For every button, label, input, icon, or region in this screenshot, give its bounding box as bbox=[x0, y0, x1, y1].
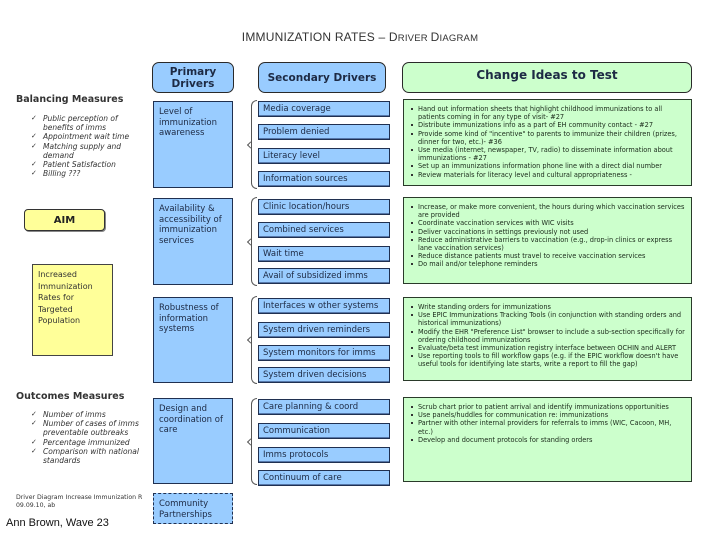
community-partnerships-label: Community Partnerships bbox=[159, 499, 212, 520]
secondary-driver: Information sources bbox=[258, 171, 390, 187]
title-d1: D bbox=[388, 30, 398, 44]
aim-statement: Increased Immunization Rates for Targeted Population bbox=[38, 270, 93, 325]
primary-drivers-header-label: Primary Drivers bbox=[169, 65, 217, 90]
title-main: IMMUNIZATION RATES bbox=[241, 30, 375, 44]
outcomes-item-text: Comparison with national standards bbox=[43, 446, 139, 466]
change-idea: Reduce distance patients must travel to receive vaccination services bbox=[410, 252, 685, 260]
aim-statement-box bbox=[32, 264, 113, 356]
title-d2: D bbox=[430, 30, 440, 44]
balancing-item-text: Appointment wait time bbox=[43, 132, 130, 142]
checkmark-icon: ✓ bbox=[31, 132, 37, 141]
checkmark-icon: ✓ bbox=[31, 446, 37, 455]
checkmark-icon: ✓ bbox=[31, 169, 37, 178]
balancing-item-text: Matching supply and demand bbox=[43, 141, 122, 160]
diagram-title bbox=[0, 30, 720, 44]
primary-driver-availability bbox=[153, 198, 233, 285]
balancing-item-text: Patient Satisfaction bbox=[43, 160, 116, 170]
checkmark-icon: ✓ bbox=[31, 114, 37, 122]
change-idea: Evaluate/beta test immunization registry interface between OCHIN and ALERT bbox=[410, 344, 685, 352]
outcomes-item bbox=[31, 447, 146, 465]
outcomes-item bbox=[31, 438, 146, 447]
balancing-item bbox=[31, 169, 141, 178]
change-idea: Scrub chart prior to patient arrival and identify immunizations opportunities bbox=[410, 403, 685, 411]
secondary-drivers-header bbox=[258, 62, 386, 93]
secondary-driver: Media coverage bbox=[258, 101, 390, 117]
brace-connector bbox=[251, 296, 257, 384]
primary-driver-label: Availability & accessibility of immunization services bbox=[159, 204, 222, 246]
secondary-driver: Problem denied bbox=[258, 124, 390, 140]
balancing-item bbox=[31, 114, 141, 132]
change-idea: Develop and document protocols for standing orders bbox=[410, 436, 685, 444]
change-idea: Partner with other internal providers for referrals to imms (WIC, Cacoon, MH, etc.) bbox=[410, 419, 685, 435]
secondary-driver: Continuum of care bbox=[258, 470, 390, 486]
change-idea: Hand out information sheets that highlight childhood immunizations to all patients coming in for any type of visit- #27 bbox=[410, 105, 685, 121]
brace-connector bbox=[251, 197, 257, 286]
primary-driver-community-partnerships bbox=[153, 493, 233, 524]
checkmark-icon: ✓ bbox=[31, 419, 37, 428]
balancing-item bbox=[31, 132, 141, 141]
primary-driver-label: Level of immunization awareness bbox=[159, 107, 218, 138]
aim-label-box bbox=[24, 209, 105, 231]
change-idea: Deliver vaccinations in settings previously not used bbox=[410, 228, 685, 236]
change-ideas-header bbox=[402, 62, 692, 93]
outcomes-item bbox=[31, 419, 146, 437]
secondary-drivers-header-label: Secondary Drivers bbox=[267, 71, 377, 84]
change-idea: Use EPIC Immunizations Tracking Tools (in conjunction with standing orders and historical immunizations) bbox=[410, 311, 685, 327]
change-idea: Write standing orders for immunizations bbox=[410, 303, 685, 311]
change-idea: Modify the EHR "Preference List" browser to include a sub-section specifically for ordering childhood immunizations bbox=[410, 328, 685, 344]
author-label: Ann Brown, Wave 23 bbox=[6, 517, 109, 529]
primary-driver-awareness bbox=[153, 101, 233, 188]
secondary-driver: Combined services bbox=[258, 222, 390, 238]
change-ideas-header-label: Change Ideas to Test bbox=[476, 68, 618, 82]
secondary-driver: System driven reminders bbox=[258, 322, 390, 338]
outcomes-item bbox=[31, 410, 146, 419]
change-idea: Provide some kind of "incentive" to parents to immunize their children (prizes, dinner for two, etc.)- #36 bbox=[410, 130, 685, 146]
checkmark-icon: ✓ bbox=[31, 437, 37, 446]
change-ideas-box-design-coordination bbox=[403, 397, 692, 482]
change-idea: Coordinate vaccination services with WIC visits bbox=[410, 219, 685, 227]
primary-driver-design-coordination bbox=[153, 398, 233, 484]
title-dash: – bbox=[374, 30, 389, 44]
primary-driver-information-systems bbox=[153, 297, 233, 383]
change-idea: Reduce administrative barriers to vaccination (e.g., drop-in clinics or express lane vaccination services) bbox=[410, 236, 685, 252]
outcomes-measures-list bbox=[31, 410, 146, 465]
outcomes-item-text: Number of imms bbox=[43, 410, 106, 419]
change-idea: Review materials for literacy level and cultural appropriateness - bbox=[410, 171, 685, 179]
change-idea: Set up an immunizations information phone line with a direct dial number bbox=[410, 162, 685, 170]
title-iagram: IAGRAM bbox=[439, 33, 479, 44]
checkmark-icon: ✓ bbox=[31, 410, 37, 418]
change-idea: Increase, or make more convenient, the hours during which vaccination services are provided bbox=[410, 203, 685, 219]
secondary-driver: Communication bbox=[258, 423, 390, 439]
balancing-measures-heading: Balancing Measures bbox=[16, 94, 124, 105]
brace-connector bbox=[251, 398, 257, 485]
change-idea: Use media (internet, newspaper, TV, radio) to disseminate information about immunizations - #27 bbox=[410, 146, 685, 162]
balancing-measures-list bbox=[31, 114, 141, 178]
change-idea: Do mail and/or telephone reminders bbox=[410, 260, 685, 268]
change-idea: Use reporting tools to fill workflow gaps (e.g. if the EPIC workflow doesn't have useful tools for identifying late starts, write a report to fill the gap) bbox=[410, 352, 685, 368]
secondary-driver: Clinic location/hours bbox=[258, 199, 390, 215]
outcomes-item-text: Number of cases of imms preventable outbreaks bbox=[43, 419, 139, 438]
change-idea: Distribute immunizations info as a part of EH community contact - #27 bbox=[410, 121, 685, 129]
secondary-driver: Wait time bbox=[258, 246, 390, 262]
secondary-driver: Interfaces w other systems bbox=[258, 298, 390, 314]
secondary-driver: Imms protocols bbox=[258, 447, 390, 463]
outcomes-item-text: Percentage immunized bbox=[43, 437, 130, 447]
brace-connector bbox=[251, 100, 257, 189]
secondary-driver: Avail of subsidized imms bbox=[258, 268, 390, 284]
footer-line-1: Driver Diagram Increase Immunization R bbox=[16, 494, 143, 501]
primary-driver-label: Design and coordination of care bbox=[159, 404, 223, 435]
change-ideas-box-awareness bbox=[403, 99, 692, 186]
secondary-driver: Literacy level bbox=[258, 148, 390, 164]
change-idea: Use panels/huddles for communication re: immunizations bbox=[410, 411, 685, 419]
outcomes-measures-heading: Outcomes Measures bbox=[16, 391, 125, 402]
checkmark-icon: ✓ bbox=[31, 141, 37, 150]
change-ideas-box-availability bbox=[403, 197, 692, 284]
footer-line-2: 09.09.10, ab bbox=[16, 501, 56, 509]
title-river: RIVER bbox=[397, 33, 431, 44]
primary-driver-label: Robustness of information systems bbox=[159, 303, 219, 334]
balancing-item-text: Public perception of benefits of imms bbox=[43, 114, 118, 133]
footer-note bbox=[16, 494, 152, 509]
balancing-item-text: Billing ??? bbox=[43, 169, 81, 179]
secondary-driver: Care planning & coord bbox=[258, 399, 390, 415]
secondary-driver: System driven decisions bbox=[258, 367, 390, 383]
balancing-item bbox=[31, 160, 141, 169]
checkmark-icon: ✓ bbox=[31, 160, 37, 169]
balancing-item bbox=[31, 142, 141, 160]
aim-label: AIM bbox=[53, 214, 76, 226]
secondary-driver: System monitors for imms bbox=[258, 345, 390, 361]
change-ideas-box-information-systems bbox=[403, 297, 692, 381]
primary-drivers-header bbox=[152, 62, 234, 93]
